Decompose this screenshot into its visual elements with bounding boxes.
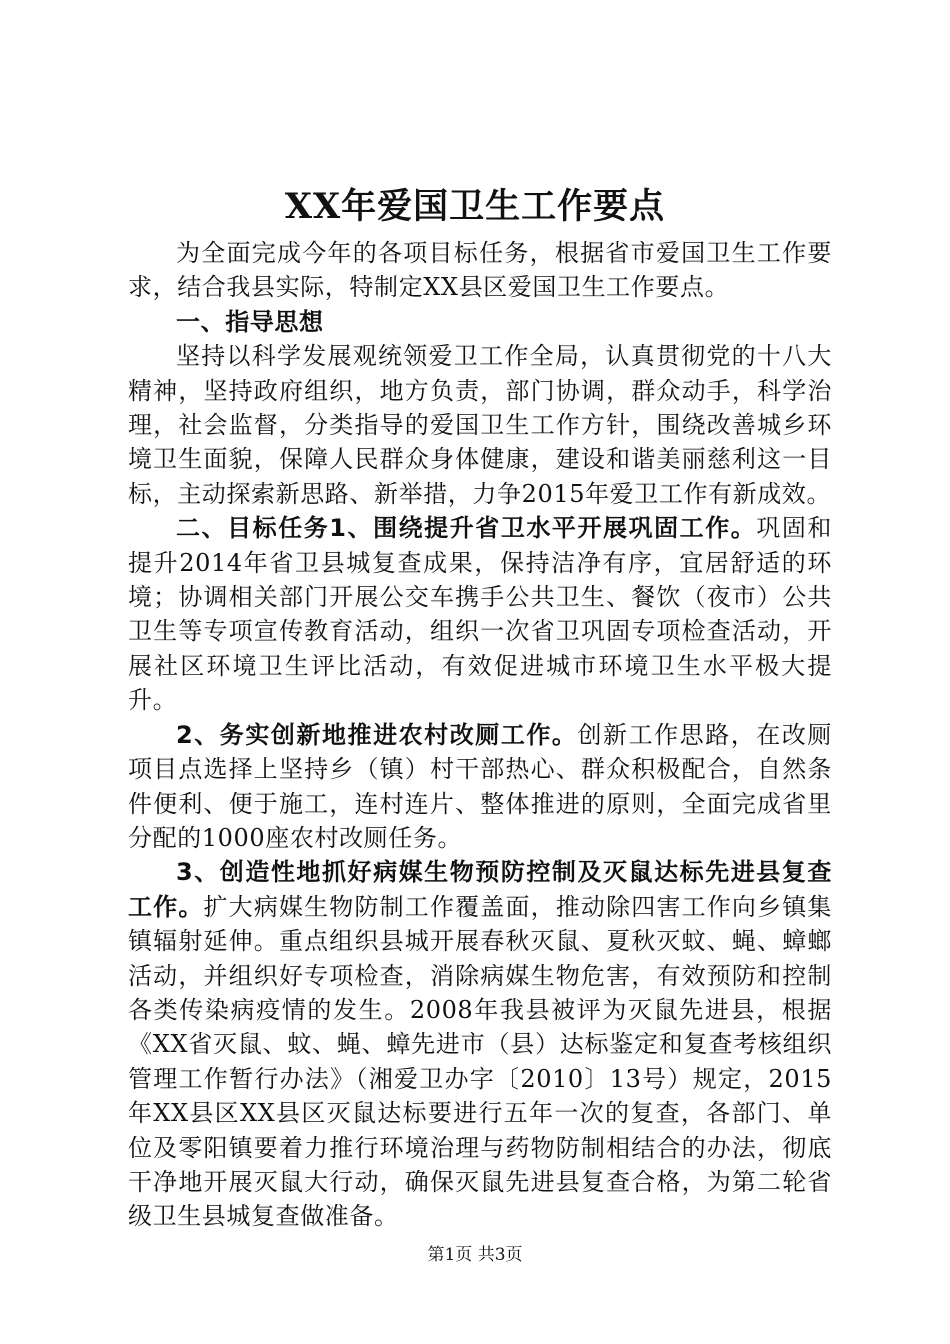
document-body — [128, 236, 832, 1234]
guiding-ideology-paragraph: 坚持以科学发展观统领爱卫工作全局，认真贯彻党的十八大精神，坚持政府组织，地方负责，部门协调，群众动手，科学治理，社会监督，分类指导的爱国卫生工作方针，围绕改善城乡环境卫生面貌，保障人民群众身体健康，建设和谐美丽慈利这一目标，主动探索新思路、新举措，力争2015年爱卫工作有新成效。 — [128, 342, 832, 508]
target-tasks-lead: 二、目标任务1、围绕提升省卫水平开展巩固工作。 — [176, 514, 757, 543]
vector-control-text: 扩大病媒生物防制工作覆盖面，推动除四害工作向乡镇集镇辐射延伸。重点组织县城开展春秋灭鼠、夏秋灭蚊、蝇、蟑螂活动，并组织好专项检查，消除病媒生物危害，有效预防和控制各类传染病疫情的发生。2008年我县被评为灭鼠先进县，根据《XX省灭鼠、蚊、蝇、蟑先进市（县）达标鉴定和复查考核组织管理工作暂行办法》（湘爱卫办字〔2010〕13号）规定，2015年XX县区XX县区灭鼠达标要进行五年一次的复查，各部门、单位及零阳镇要着力推行环境治理与药物防制相结合的办法，彻底干净地开展灭鼠大行动，确保灭鼠先进县复查合格，为第二轮省级卫生县城复查做准备。 — [128, 892, 832, 1231]
document-title: XX年爱国卫生工作要点 — [284, 186, 666, 227]
target-tasks-text: 巩固和提升2014年省卫县城复查成果，保持洁净有序，宜居舒适的环境；协调相关部门开展公交车携手公共卫生、餐饮（夜市）公共卫生等专项宣传教育活动，组织一次省卫巩固专项检查活动，开展社区环境卫生评比活动，有效促进城市环境卫生水平极大提升。 — [128, 514, 832, 715]
target-tasks-paragraph — [128, 511, 832, 717]
vector-control-paragraph — [128, 855, 832, 1233]
toilet-reform-lead: 2、务实创新地推进农村改厕工作。 — [176, 720, 578, 749]
toilet-reform-paragraph — [128, 718, 832, 856]
intro-paragraph: 为全面完成今年的各项目标任务，根据省市爱国卫生工作要求，结合我县实际，特制定XX县区爱国卫生工作要点。 — [128, 239, 832, 302]
page-footer: 第1页 共3页 — [427, 1245, 523, 1265]
section-heading-guiding-ideology: 一、指导思想 — [176, 307, 324, 336]
vector-control-lead: 3、创造性地抓好病媒生物预防控制及灭鼠达标先进县复查工作。 — [128, 858, 832, 921]
toilet-reform-text: 创新工作思路，在改厕项目点选择上坚持乡（镇）村干部热心、群众积极配合，自然条件便利、便于施工，连村连片、整体推进的原则，全面完成省里分配的1000座农村改厕任务。 — [128, 720, 832, 852]
